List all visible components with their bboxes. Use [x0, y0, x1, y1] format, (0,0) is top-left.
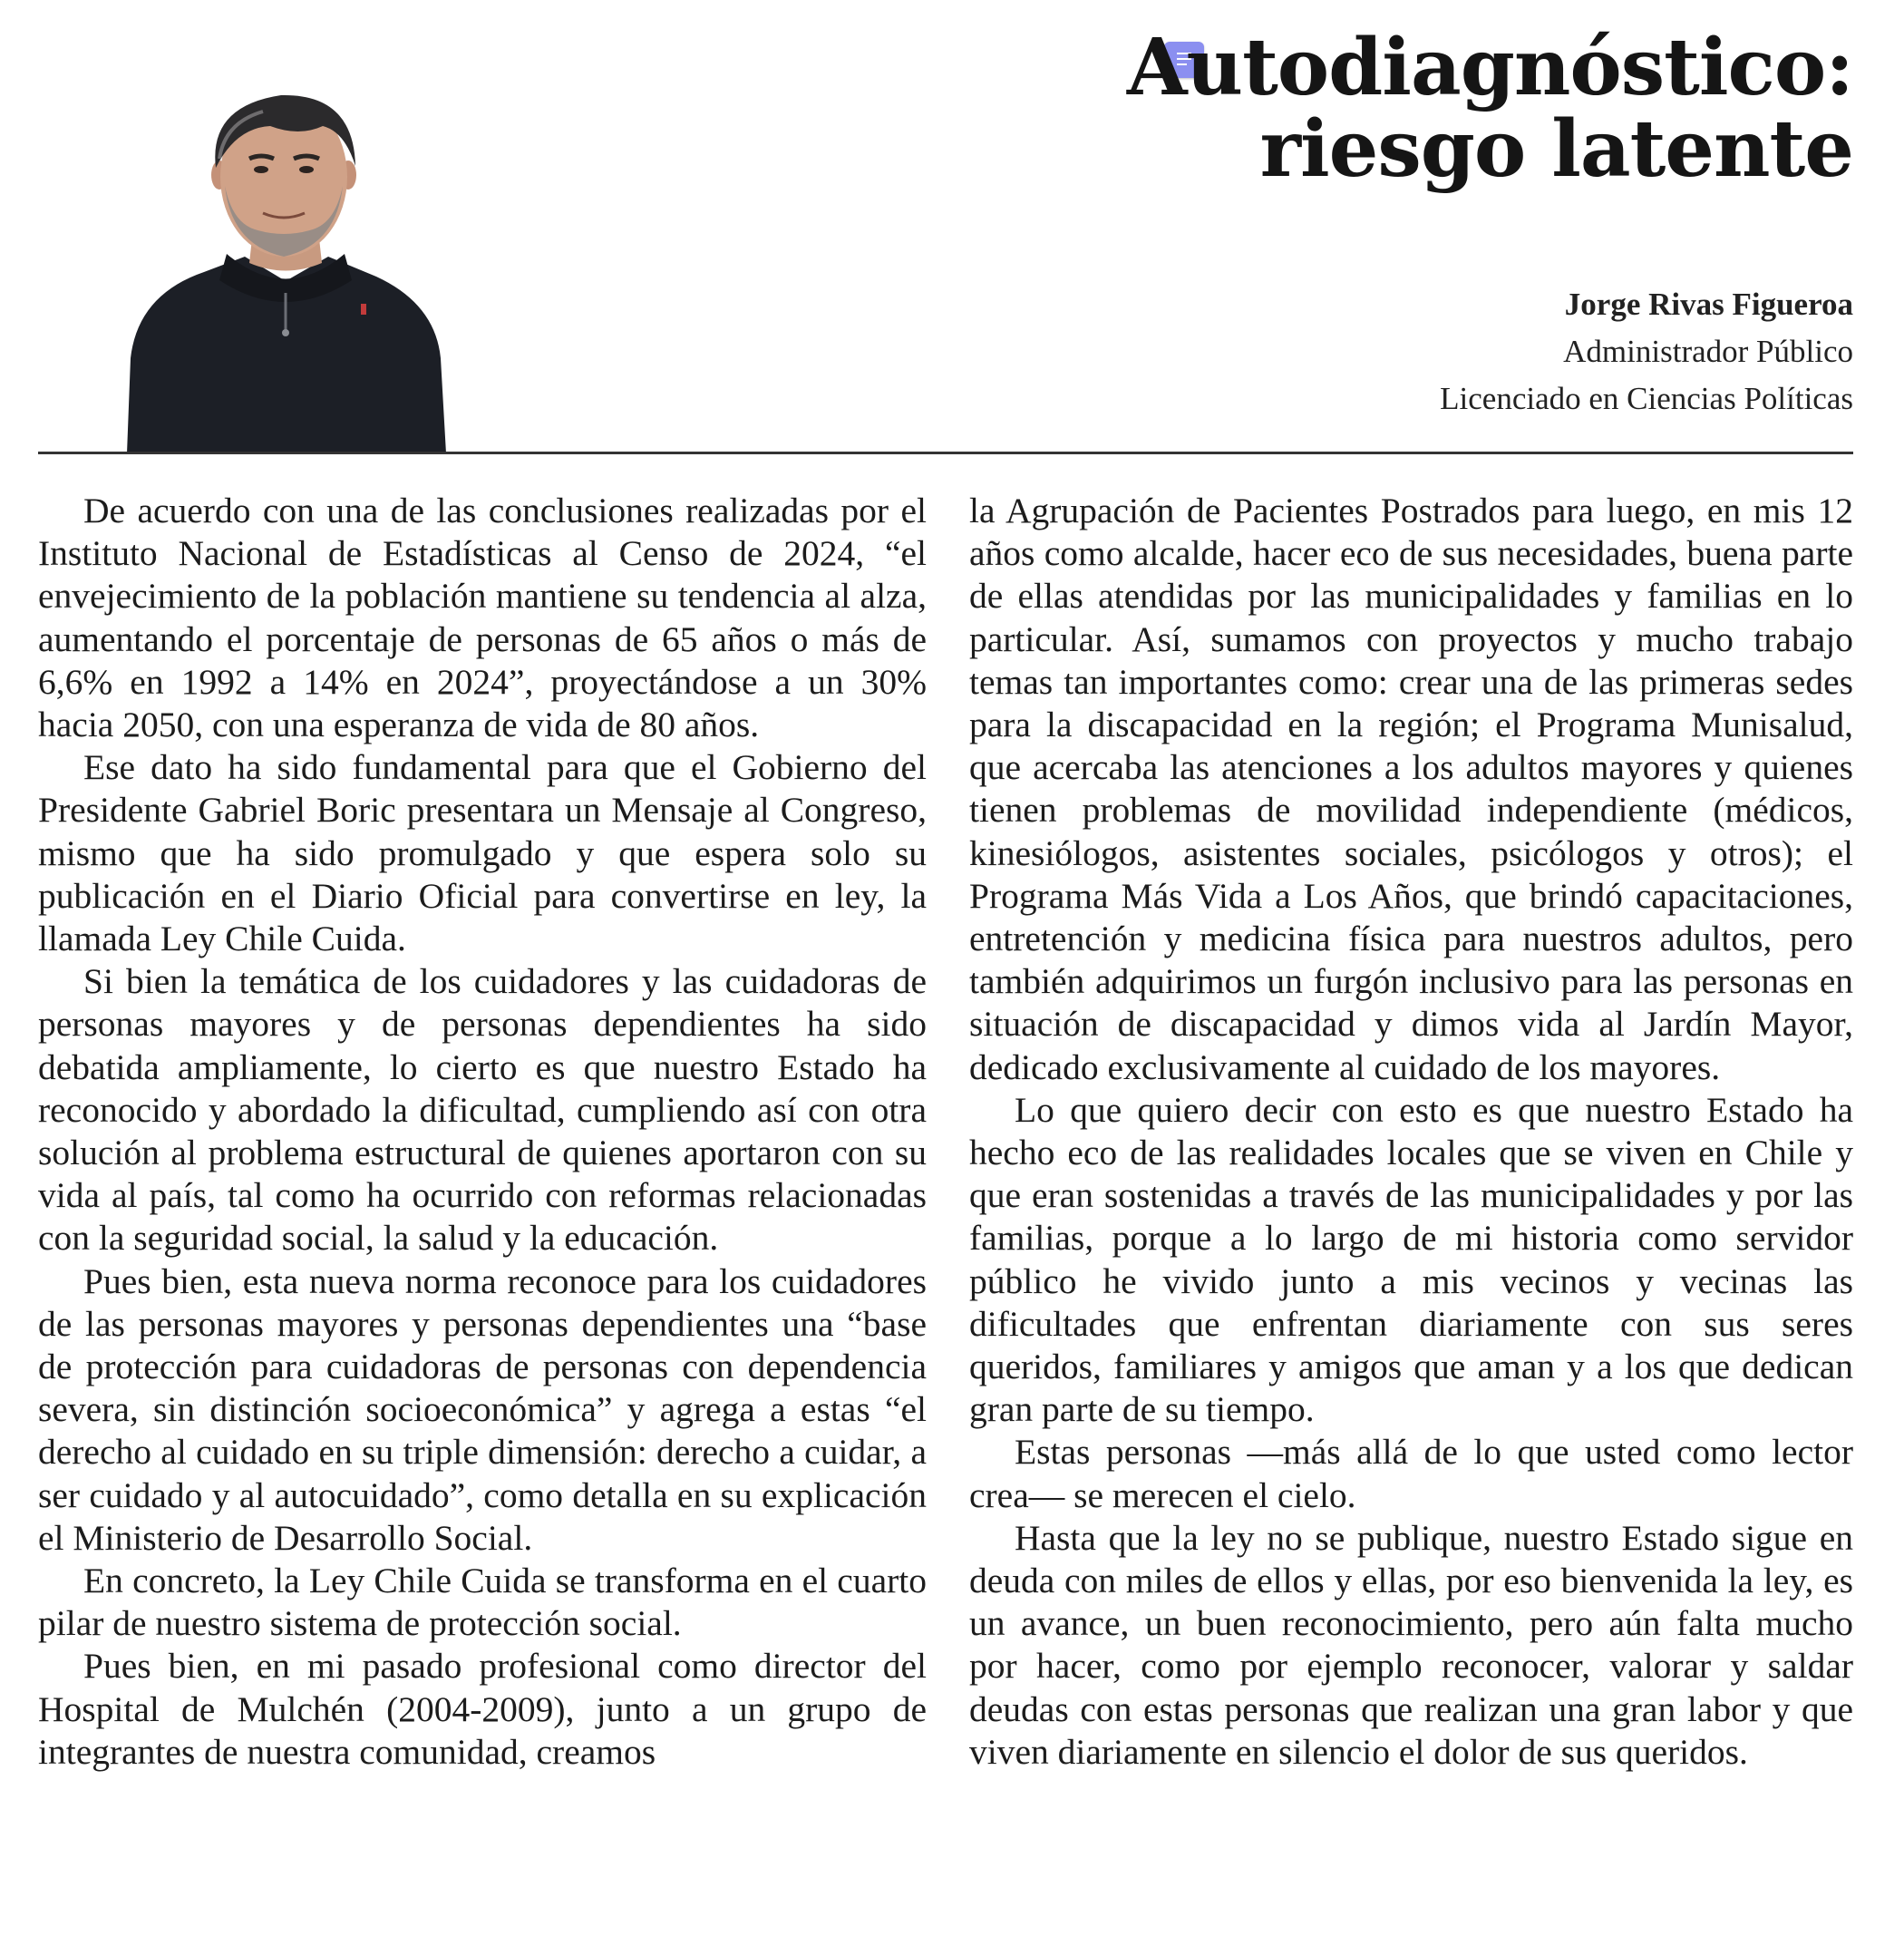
article-title: [1126, 22, 1853, 195]
paragraph-continuation: la Agrupación de Pacientes Postrados para luego, en mis 12 años como alcalde, hacer eco de sus necesidades, buena parte de ellas atendidas por las municipalidades y familias en lo particular. Así, sumamos con proyectos y mucho trabajo temas tan importantes como: crear una de las primeras sedes para la discapacidad en la región; el Programa Munisalud, que acercaba las atenciones a los adultos mayores y quienes tienen problemas de movilidad independiente (médicos, kinesiólogos, asistentes sociales, psicólogos y otros); el Programa Más Vida a Los Años, que brindó capacitaciones, entretención y medicina física para nuestros adultos, pero también adquirimos un furgón inclusivo para las personas en situación de discapacidad y dimos vida al Jardín Mayor, dedicado exclusivamente al cuidado de los mayores.: [969, 491, 1853, 1087]
paragraph: Pues bien, esta nueva norma reconoce para los cuidadores de las personas mayores y personas dependientes una “base de protección para cuidadoras de personas con dependencia severa, sin distinción socioeconómica” y agrega a estas “el derecho al cuidado en su triple dimensión: derecho a cuidar, a ser cuidado y al autocuidado”, como detalla en su explicación el Ministerio de Desarrollo Social.: [38, 1260, 927, 1558]
paragraph: Ese dato ha sido fundamental para que el Gobierno del Presidente Gabriel Boric presentara un Mensaje al Congreso, mismo que ha sido promulgado y que espera solo su publicación en el Diario Oficial para convertirse en ley, la llamada Ley Chile Cuida.: [38, 747, 927, 959]
paragraph: Lo que quiero decir con esto es que nuestro Estado ha hecho eco de las realidades locales que se viven en Chile y que eran sostenidas a través de las municipalidades y por las familias, porque a lo largo de mi historia como servidor público he vivido junto a mis vecinos y vecinas las dificultades que enfrentan diariamente con sus seres queridos, familiares y amigos que aman y a los que dedican gran parte de su tiempo.: [969, 1089, 1853, 1430]
author-role: Administrador Público: [1563, 334, 1853, 369]
title-line-1: Autodiagnóstico:: [1126, 22, 1853, 113]
author-name: Jorge Rivas Figueroa: [1564, 287, 1853, 322]
paragraph: Pues bien, en mi pasado profesional como director del Hospital de Mulchén (2004-2009), junto a un grupo de integrantes de nuestra comunidad, creamos: [38, 1646, 927, 1772]
paragraph: En concreto, la Ley Chile Cuida se transforma en el cuarto pilar de nuestro sistema de protección social.: [38, 1561, 927, 1644]
paragraph: Estas personas —más allá de lo que usted como lector crea— se merecen el cielo.: [969, 1432, 1853, 1515]
author-photo: [118, 86, 453, 453]
author-degree: Licenciado en Ciencias Políticas: [1440, 381, 1853, 416]
title-line-2: riesgo latente: [1259, 103, 1853, 195]
byline: [1440, 281, 1853, 423]
header-divider: [38, 452, 1853, 454]
paragraph: Hasta que la ley no se publique, nuestro Estado sigue en deuda con miles de ellos y ellas, por eso bienvenida la ley, es un avance, un buen reconocimiento, pero aún falta mucho por hacer, como por ejemplo reconocer, valorar y saldar deudas con estas personas que realizan una gran labor y que viven diariamente en silencio el dolor de sus queridos.: [969, 1517, 1853, 1772]
body-column-right: [969, 490, 1853, 1774]
paragraph: De acuerdo con una de las conclusiones realizadas por el Instituto Nacional de Estadísticas al Censo de 2024, “el envejecimiento de la población mantiene su tendencia al alza, aumentando el porcentaje de personas de 65 años o más de 6,6% en 1992 a 14% en 2024”, proyectándose a un 30% hacia 2050, con una esperanza de vida de 80 años.: [38, 491, 927, 745]
body-column-left: [38, 490, 927, 1774]
paragraph: Si bien la temática de los cuidadores y las cuidadoras de personas mayores y de personas dependientes ha sido debatida ampliamente, lo cierto es que nuestro Estado ha reconocido y abordado la dificultad, cumpliendo así con otra solución al problema estructural de quienes aportaron con su vida al país, tal como ha ocurrido con reformas relacionadas con la seguridad social, la salud y la educación.: [38, 961, 927, 1259]
